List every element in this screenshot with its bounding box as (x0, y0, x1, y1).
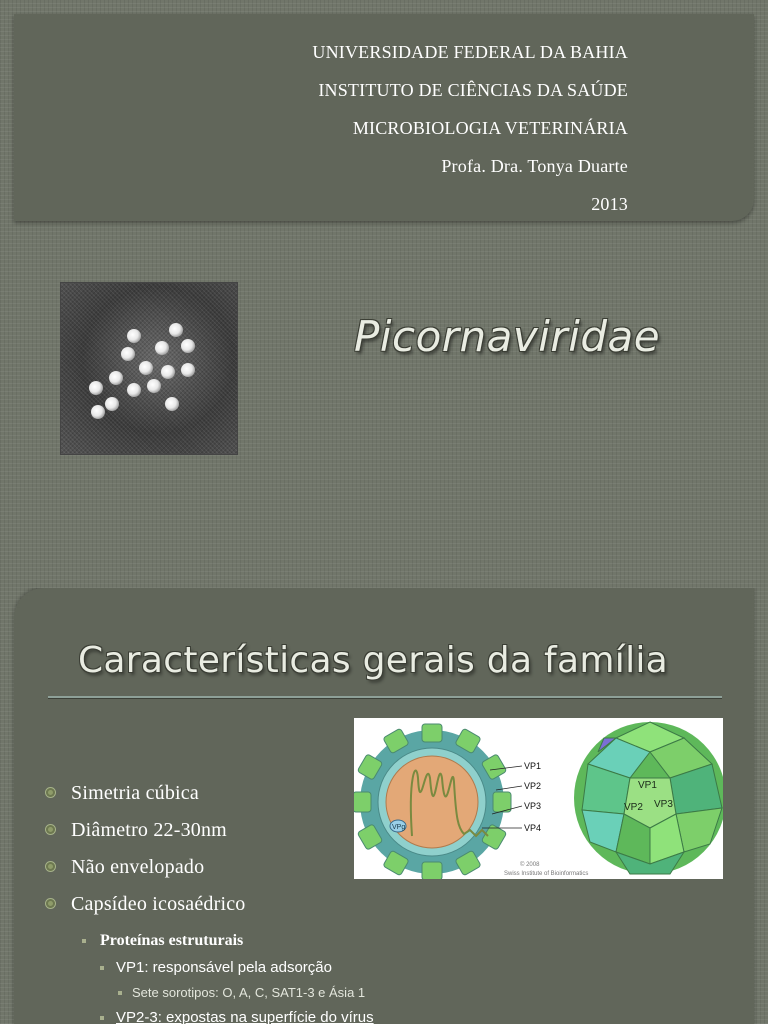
year: 2013 (591, 194, 628, 214)
characteristics-slide (0, 588, 768, 1024)
list-item: Diâmetro 22-30nm (46, 815, 374, 852)
vp3-label-right: VP3 (654, 799, 673, 810)
capsid-diagram (354, 718, 723, 879)
serotype-note-item: Sete sorotipos: O, A, C, SAT1-3 e Ásia 1 (118, 983, 374, 1007)
bullet-icon (46, 862, 55, 871)
copyright-owner: Swiss Institute of Bioinformatics (504, 871, 589, 877)
title-divider (48, 696, 722, 699)
slide-title: Características gerais da família (78, 640, 669, 681)
institution-lines (128, 40, 628, 230)
vp3-label-left: VP3 (524, 801, 542, 811)
vp1-label-right: VP1 (638, 780, 657, 791)
electron-micrograph-image (60, 282, 238, 455)
bullet-icon (118, 991, 122, 995)
copyright-year: © 2008 (520, 862, 540, 868)
characteristics-list (46, 778, 374, 1024)
bullet-icon (46, 788, 55, 797)
university-name: UNIVERSIDADE FEDERAL DA BAHIA (312, 42, 628, 62)
list-item: Simetria cúbica (46, 778, 374, 815)
vp2-label-left: VP2 (524, 781, 542, 791)
list-item: Capsídeo icosaédrico (46, 889, 374, 926)
vp2-label-right: VP2 (624, 802, 643, 813)
sub-sub-list-item: VP1: responsável pela adsorção (100, 957, 374, 983)
vp1-label-left: VP1 (524, 761, 542, 771)
bullet-icon (46, 899, 55, 908)
professor-name: Profa. Dra. Tonya Duarte (441, 156, 628, 176)
bullet-icon (100, 1016, 104, 1020)
course-name: MICROBIOLOGIA VETERINÁRIA (352, 118, 628, 138)
capsid-structure-figure (354, 718, 723, 879)
sub-sub-list-item: VP2-3: expostas na superfície do vírus (100, 1007, 374, 1024)
institution-header-panel (14, 14, 754, 221)
icosahedral-capsid-model (574, 722, 723, 874)
institute-name: INSTITUTO DE CIÊNCIAS DA SAÚDE (318, 80, 628, 100)
sub-list-item: Proteínas estruturais (82, 930, 374, 957)
capsid-cross-section (354, 724, 511, 879)
bullet-icon (100, 966, 104, 970)
slide-title: Picornaviridae (354, 312, 661, 361)
bullet-icon (82, 939, 86, 943)
list-item: Não envelopado (46, 852, 374, 889)
vp4-label-left: VP4 (524, 823, 542, 833)
vpg-label: VPg (392, 824, 406, 831)
bullet-icon (46, 825, 55, 834)
